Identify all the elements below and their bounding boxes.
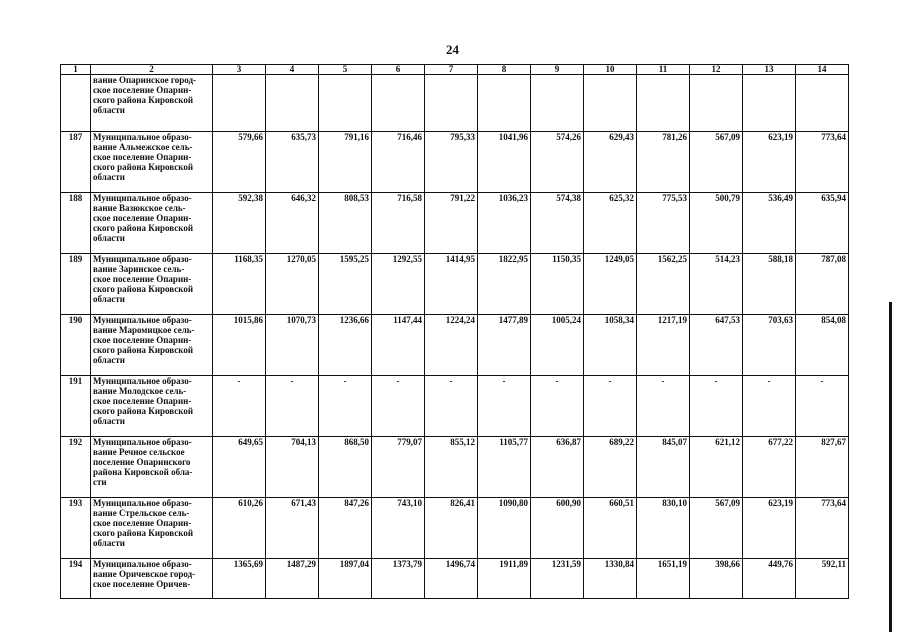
value-cell: 623,19	[743, 498, 796, 559]
column-header: 3	[213, 65, 266, 75]
value-cell: 574,26	[531, 132, 584, 193]
value-cell: 625,32	[584, 193, 637, 254]
value-cell	[531, 75, 584, 132]
value-cell: 1147,44	[372, 315, 425, 376]
value-cell: 689,22	[584, 437, 637, 498]
value-cell: 827,67	[796, 437, 849, 498]
column-header: 6	[372, 65, 425, 75]
row-number: 192	[61, 437, 91, 498]
row-number: 188	[61, 193, 91, 254]
value-cell: 1217,19	[637, 315, 690, 376]
value-cell: 398,66	[690, 559, 743, 599]
value-cell: 703,63	[743, 315, 796, 376]
value-cell: 1496,74	[425, 559, 478, 599]
value-cell	[425, 75, 478, 132]
value-cell: 855,12	[425, 437, 478, 498]
value-cell: 826,41	[425, 498, 478, 559]
table-row	[61, 254, 849, 315]
value-cell	[319, 75, 372, 132]
column-header: 1	[61, 65, 91, 75]
value-cell: 847,26	[319, 498, 372, 559]
value-cell: 1365,69	[213, 559, 266, 599]
value-cell: 646,32	[266, 193, 319, 254]
value-cell: 514,23	[690, 254, 743, 315]
value-cell: 621,12	[690, 437, 743, 498]
value-cell: 845,07	[637, 437, 690, 498]
value-cell: -	[743, 376, 796, 437]
value-cell: 791,22	[425, 193, 478, 254]
value-cell: 635,94	[796, 193, 849, 254]
value-cell: 716,46	[372, 132, 425, 193]
value-cell: -	[478, 376, 531, 437]
value-cell: 787,08	[796, 254, 849, 315]
value-cell: 636,87	[531, 437, 584, 498]
value-cell: 579,66	[213, 132, 266, 193]
row-number: 190	[61, 315, 91, 376]
table-row	[61, 498, 849, 559]
value-cell: 1036,23	[478, 193, 531, 254]
page-number: 24	[446, 42, 459, 57]
value-cell	[266, 75, 319, 132]
column-header: 7	[425, 65, 478, 75]
value-cell: 1414,95	[425, 254, 478, 315]
value-cell	[372, 75, 425, 132]
value-cell: 1897,04	[319, 559, 372, 599]
table-row	[61, 559, 849, 599]
value-cell: 1292,55	[372, 254, 425, 315]
value-cell: 791,16	[319, 132, 372, 193]
value-cell: 1822,95	[478, 254, 531, 315]
value-cell: 500,79	[690, 193, 743, 254]
value-cell	[584, 75, 637, 132]
value-cell: 1562,25	[637, 254, 690, 315]
value-cell: 868,50	[319, 437, 372, 498]
column-header: 5	[319, 65, 372, 75]
municipality-name: Муниципальное образо- вание Оричевское город- ское поселение Оричев-	[91, 559, 213, 599]
value-cell: 1231,59	[531, 559, 584, 599]
value-cell: 629,43	[584, 132, 637, 193]
value-cell: 574,38	[531, 193, 584, 254]
value-cell: 704,13	[266, 437, 319, 498]
table-row	[61, 193, 849, 254]
municipality-name: Муниципальное образо- вание Заринское сель- ское поселение Опарин- ского района Кировской области	[91, 254, 213, 315]
data-table	[60, 64, 849, 599]
value-cell: -	[319, 376, 372, 437]
value-cell: 795,33	[425, 132, 478, 193]
value-cell: 1911,89	[478, 559, 531, 599]
column-header: 8	[478, 65, 531, 75]
value-cell: 1595,25	[319, 254, 372, 315]
value-cell: -	[796, 376, 849, 437]
value-cell: 677,22	[743, 437, 796, 498]
row-number: 189	[61, 254, 91, 315]
value-cell	[478, 75, 531, 132]
value-cell: 1105,77	[478, 437, 531, 498]
value-cell: 1005,24	[531, 315, 584, 376]
value-cell: 775,53	[637, 193, 690, 254]
column-header: 11	[637, 65, 690, 75]
value-cell: 623,19	[743, 132, 796, 193]
municipality-name: Муниципальное образо- вание Маромицкое сель- ское поселение Опарин- ского района Кировской области	[91, 315, 213, 376]
value-cell: -	[584, 376, 637, 437]
row-number: 187	[61, 132, 91, 193]
value-cell: 1651,19	[637, 559, 690, 599]
value-cell	[743, 75, 796, 132]
value-cell: 588,18	[743, 254, 796, 315]
value-cell: 449,76	[743, 559, 796, 599]
value-cell: 567,09	[690, 132, 743, 193]
value-cell: 743,10	[372, 498, 425, 559]
value-cell: 649,65	[213, 437, 266, 498]
value-cell: 1224,24	[425, 315, 478, 376]
column-header: 9	[531, 65, 584, 75]
value-cell: 1330,84	[584, 559, 637, 599]
value-cell: -	[266, 376, 319, 437]
value-cell	[796, 75, 849, 132]
value-cell	[213, 75, 266, 132]
value-cell: -	[213, 376, 266, 437]
column-header: 10	[584, 65, 637, 75]
value-cell: 1236,66	[319, 315, 372, 376]
value-cell	[637, 75, 690, 132]
value-cell: 1015,86	[213, 315, 266, 376]
value-cell: 671,43	[266, 498, 319, 559]
municipality-name: Муниципальное образо- вание Вазюкское сель- ское поселение Опарин- ского района Кировской области	[91, 193, 213, 254]
column-header: 14	[796, 65, 849, 75]
value-cell: 854,08	[796, 315, 849, 376]
value-cell: 1090,80	[478, 498, 531, 559]
municipality-name: Муниципальное образо- вание Альмежское сель- ское поселение Опарин- ского района Кировской области	[91, 132, 213, 193]
municipality-name: вание Опаринское город- ское поселение Опарин- ского района Кировской области	[91, 75, 213, 132]
column-header: 12	[690, 65, 743, 75]
value-cell: 567,09	[690, 498, 743, 559]
value-cell: 1487,29	[266, 559, 319, 599]
value-cell: 635,73	[266, 132, 319, 193]
column-header: 4	[266, 65, 319, 75]
value-cell: 781,26	[637, 132, 690, 193]
municipality-name: Муниципальное образо- вание Речное сельское поселение Опаринского района Кировской обла- сти	[91, 437, 213, 498]
value-cell: 592,11	[796, 559, 849, 599]
value-cell	[690, 75, 743, 132]
value-cell: 1249,05	[584, 254, 637, 315]
value-cell: 1058,34	[584, 315, 637, 376]
table-row	[61, 437, 849, 498]
value-cell: -	[690, 376, 743, 437]
value-cell: 660,51	[584, 498, 637, 559]
municipality-name: Муниципальное образо- вание Молодское сель- ское поселение Опарин- ского района Кировской области	[91, 376, 213, 437]
row-number: 191	[61, 376, 91, 437]
value-cell: 773,64	[796, 132, 849, 193]
value-cell: 716,58	[372, 193, 425, 254]
value-cell: 1168,35	[213, 254, 266, 315]
value-cell: -	[372, 376, 425, 437]
value-cell: 610,26	[213, 498, 266, 559]
table-row	[61, 315, 849, 376]
page-edge-bar	[889, 302, 892, 632]
value-cell: 1041,96	[478, 132, 531, 193]
column-header: 2	[91, 65, 213, 75]
row-number: 194	[61, 559, 91, 599]
row-number: 193	[61, 498, 91, 559]
value-cell: 1373,79	[372, 559, 425, 599]
value-cell: 1477,89	[478, 315, 531, 376]
table-row	[61, 75, 849, 132]
value-cell: 830,10	[637, 498, 690, 559]
municipality-name: Муниципальное образо- вание Стрельское сель- ское поселение Опарин- ского района Кировской области	[91, 498, 213, 559]
value-cell: -	[425, 376, 478, 437]
value-cell: 779,07	[372, 437, 425, 498]
value-cell: 592,38	[213, 193, 266, 254]
value-cell: 600,90	[531, 498, 584, 559]
value-cell: 647,53	[690, 315, 743, 376]
value-cell: -	[531, 376, 584, 437]
value-cell: 1070,73	[266, 315, 319, 376]
value-cell: 773,64	[796, 498, 849, 559]
value-cell: -	[637, 376, 690, 437]
row-number	[61, 75, 91, 132]
value-cell: 1270,05	[266, 254, 319, 315]
column-header: 13	[743, 65, 796, 75]
value-cell: 1150,35	[531, 254, 584, 315]
header-row	[61, 65, 849, 75]
table-row	[61, 132, 849, 193]
table-row	[61, 376, 849, 437]
value-cell: 536,49	[743, 193, 796, 254]
value-cell: 808,53	[319, 193, 372, 254]
